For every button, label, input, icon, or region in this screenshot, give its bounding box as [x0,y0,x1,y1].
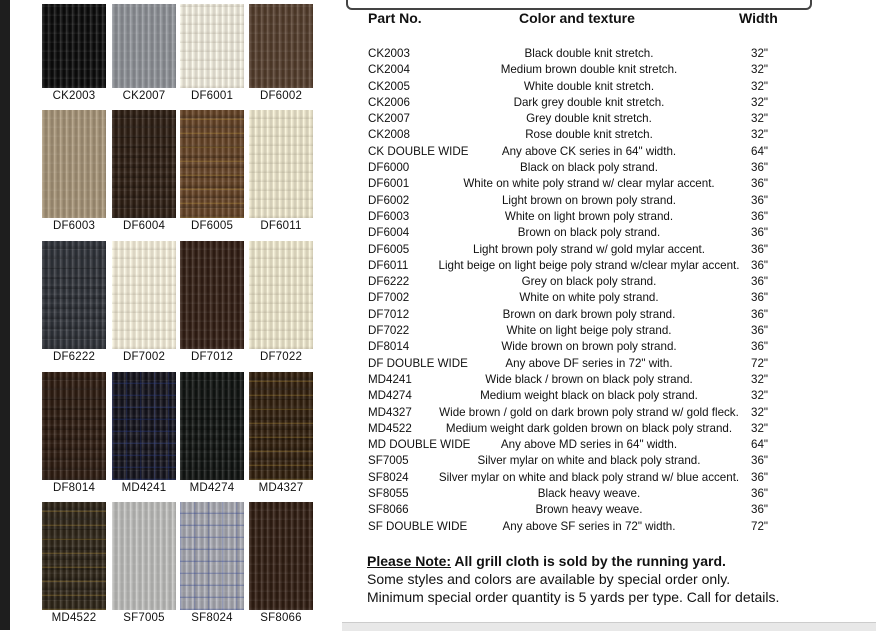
part-number: CK2004 [368,63,410,77]
swatch-image [180,241,244,349]
part-width: 32" [751,79,769,93]
part-number: MD DOUBLE WIDE [368,438,471,452]
part-number: DF DOUBLE WIDE [368,356,468,370]
part-number: MD4241 [368,372,412,386]
part-number: DF6001 [368,177,410,191]
part-width: 64" [751,438,769,452]
table-row [366,486,846,502]
table-row [366,225,846,241]
table-row [366,274,846,290]
part-width: 36" [751,226,769,240]
swatch-df6011 [249,110,313,232]
table-row [366,307,846,323]
part-width: 36" [751,503,769,517]
swatch-image [249,241,313,349]
swatch-label: CK2003 [52,90,96,102]
swatch-ck2003 [42,4,106,102]
part-width: 32" [751,421,769,435]
part-description: Light beige on light beige poly strand w/clear mylar accent. [438,258,740,272]
part-number: DF6011 [368,258,409,272]
swatch-label: SF8066 [260,612,302,624]
swatch-label: DF7012 [190,351,234,363]
part-description: Silver mylar on white and black poly strand. [477,454,701,468]
swatch-df6222 [42,241,106,363]
table-row [366,470,846,486]
table-row [366,437,846,453]
table-row [366,46,846,62]
part-number: SF DOUBLE WIDE [368,519,468,533]
swatch-df6001 [180,4,244,102]
table-row [366,144,846,160]
table-row [366,519,846,535]
swatch-image [180,502,244,610]
part-description: Any above CK series in 64" width. [501,144,677,158]
swatch-label: MD4274 [189,482,235,494]
swatch-df6004 [112,110,176,232]
part-width: 32" [751,128,769,142]
parts-table [366,46,846,535]
part-number: SF7005 [368,454,409,468]
part-description: White on white poly strand w/ clear mylar accent. [463,177,715,191]
swatch-image [112,372,176,480]
header-part-no: Part No. [368,10,422,26]
swatch-image [42,372,106,480]
part-number: CK2005 [368,79,410,93]
part-width: 32" [751,95,769,109]
part-description: Any above SF series in 72" width. [502,519,676,533]
part-description: Black heavy weave. [537,487,641,501]
part-number: CK DOUBLE WIDE [368,144,469,158]
part-number: SF8055 [368,487,409,501]
swatch-image [249,110,313,218]
swatch-label: CK2007 [122,90,166,102]
part-description: Medium weight dark golden brown on black poly strand. [445,421,733,435]
swatch-md4327 [249,372,313,494]
note-line-2: Some styles and colors are available by special order only. [367,571,731,587]
part-width: 36" [751,161,769,175]
part-number: MD4274 [368,389,412,403]
part-number: CK2008 [368,128,410,142]
swatch-md4522 [42,502,106,624]
part-description: White double knit stretch. [523,79,655,93]
swatch-label: DF6011 [260,220,302,232]
swatch-df7012 [180,241,244,363]
swatch-sf8066 [249,502,313,624]
part-width: 36" [751,324,769,338]
swatch-label: MD4522 [51,612,97,624]
swatch-df7022 [249,241,313,363]
table-row [366,79,846,95]
swatch-label: DF6005 [190,220,234,232]
swatch-df6003 [42,110,106,232]
part-number: DF7022 [368,324,410,338]
part-description: Wide brown on brown poly strand. [501,340,677,354]
swatch-label: SF7005 [123,612,165,624]
swatch-label: DF7002 [122,351,166,363]
swatch-image [42,241,106,349]
part-description: Grey on black poly strand. [521,275,657,289]
swatch-image [42,110,106,218]
part-width: 36" [751,487,769,501]
note-block [367,552,779,606]
part-width: 36" [751,275,769,289]
swatch-label: SF8024 [191,612,233,624]
table-row [366,111,846,127]
swatch-image [180,4,244,88]
part-description: Wide black / brown on black poly strand. [485,372,693,386]
swatch-sf8024 [180,502,244,624]
swatch-md4274 [180,372,244,494]
part-width: 36" [751,242,769,256]
swatch-image [249,372,313,480]
table-row [366,193,846,209]
part-width: 32" [751,63,769,77]
table-row [366,209,846,225]
part-number: CK2006 [368,95,410,109]
table-row [366,160,846,176]
part-description: Silver mylar on white and black poly strand w/ blue accent. [438,470,740,484]
part-width: 72" [751,356,769,370]
part-number: SF8066 [368,503,409,517]
part-number: CK2007 [368,112,410,126]
part-number: DF6002 [368,193,410,207]
swatch-label: DF6222 [52,351,96,363]
swatch-ck2007 [112,4,176,102]
left-border [0,0,10,630]
part-number: DF7002 [368,291,410,305]
swatch-df6005 [180,110,244,232]
swatch-label: DF8014 [52,482,96,494]
swatch-label: DF6001 [190,90,234,102]
swatch-label: MD4241 [121,482,167,494]
swatch-md4241 [112,372,176,494]
table-row [366,356,846,372]
header-width: Width [739,10,778,26]
part-description: Brown heavy weave. [535,503,643,517]
part-description: Light brown on brown poly strand. [501,193,676,207]
part-width: 36" [751,258,769,272]
part-description: White on white poly strand. [519,291,659,305]
swatch-label: MD4327 [258,482,304,494]
part-width: 36" [751,454,769,468]
part-description: Medium weight black on black poly strand. [480,389,698,403]
part-width: 36" [751,470,769,484]
part-description: Black on black poly strand. [520,161,658,175]
part-number: CK2003 [368,47,410,60]
part-description: Any above MD series in 64" width. [500,438,678,452]
part-width: 36" [751,193,769,207]
part-width: 36" [751,307,769,321]
table-row [366,421,846,437]
part-number: DF6000 [368,161,410,175]
table-row [366,339,846,355]
swatch-image [42,502,106,610]
top-frame [346,0,812,10]
part-width: 64" [751,144,769,158]
table-row [366,405,846,421]
part-number: DF8014 [368,340,410,354]
swatch-image [112,4,176,88]
part-width: 36" [751,177,769,191]
part-number: SF8024 [368,470,409,484]
note-bold-text: All grill cloth is sold by the running yard. [451,553,726,569]
part-number: DF6005 [368,242,410,256]
swatch-image [249,502,313,610]
table-row [366,127,846,143]
part-width: 32" [751,389,769,403]
part-description: Brown on black poly strand. [517,226,661,240]
swatch-image [112,110,176,218]
part-description: Dark grey double knit stretch. [513,95,665,109]
part-description: Black double knit stretch. [524,47,654,60]
part-description: Wide brown / gold on dark brown poly strand w/ gold fleck. [439,405,739,419]
part-width: 32" [751,47,769,60]
swatch-label: DF6004 [122,220,166,232]
table-row [366,502,846,518]
swatch-df7002 [112,241,176,363]
part-number: DF6004 [368,226,410,240]
swatch-image [42,4,106,88]
note-line-3: Minimum special order quantity is 5 yards per type. Call for details. [367,589,780,605]
part-description: Rose double knit stretch. [525,128,653,142]
header-color-texture: Color and texture [519,10,635,26]
part-width: 36" [751,291,769,305]
swatch-label: DF6002 [259,90,303,102]
table-row [366,258,846,274]
table-row [366,388,846,404]
swatch-image [249,4,313,88]
part-description: White on light brown poly strand. [504,209,674,223]
swatch-image [112,241,176,349]
table-row [366,95,846,111]
swatch-sf7005 [112,502,176,624]
table-row [366,290,846,306]
swatch-image [180,372,244,480]
part-number: MD4522 [368,421,412,435]
part-width: 72" [751,519,769,533]
table-row [366,176,846,192]
part-width: 36" [751,209,769,223]
table-row [366,453,846,469]
part-number: DF7012 [368,307,410,321]
swatch-label: DF6003 [52,220,96,232]
part-width: 32" [751,112,769,126]
part-description: Grey double knit stretch. [526,112,652,126]
part-number: MD4327 [368,405,412,419]
swatch-image [180,110,244,218]
note-label: Please Note: [367,553,452,569]
part-description: Light brown poly strand w/ gold mylar accent. [473,242,705,256]
table-row [366,242,846,258]
swatch-df8014 [42,372,106,494]
table-row [366,62,846,78]
part-description: Any above DF series in 72" with. [505,356,673,370]
part-description: Brown on dark brown poly strand. [502,307,676,321]
part-width: 36" [751,340,769,354]
table-row [366,372,846,388]
swatch-df6002 [249,4,313,102]
table-row [366,323,846,339]
part-description: White on light beige poly strand. [506,324,672,338]
part-number: DF6003 [368,209,410,223]
swatch-image [112,502,176,610]
part-description: Medium brown double knit stretch. [500,63,678,77]
swatch-label: DF7022 [259,351,303,363]
part-number: DF6222 [368,275,410,289]
part-width: 32" [751,372,769,386]
part-width: 32" [751,405,769,419]
